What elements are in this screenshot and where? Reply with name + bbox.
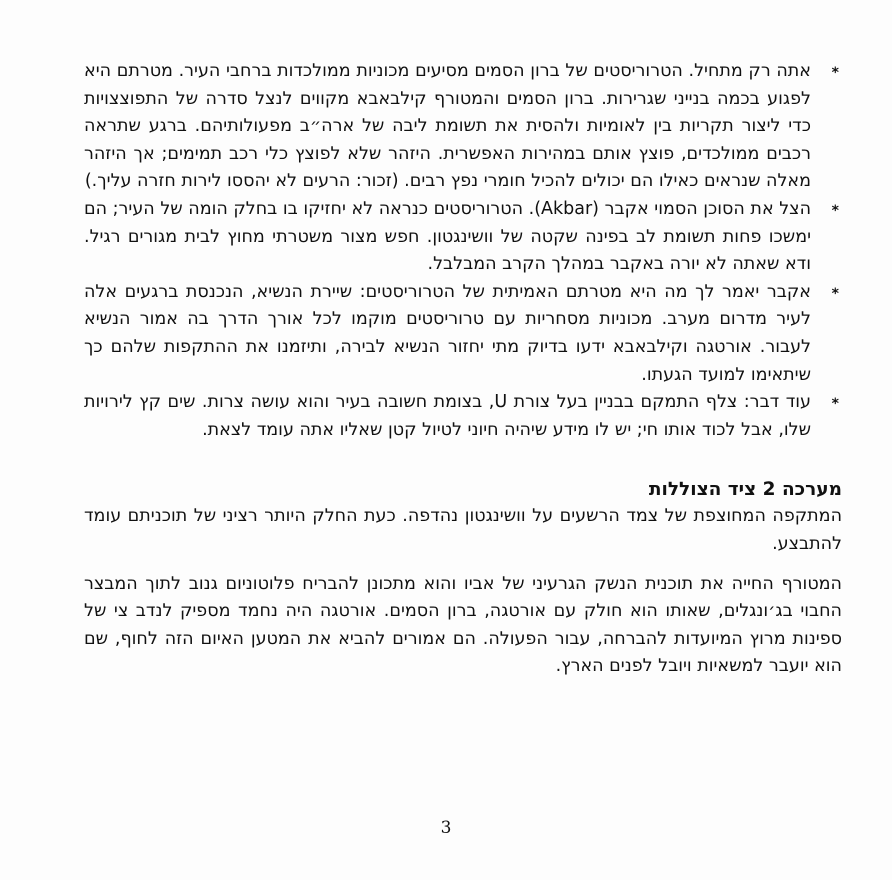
bullet-item [84, 389, 842, 444]
bullet-item [84, 196, 842, 279]
page-number: 3 [440, 818, 452, 838]
section-title: מערכה 2 ציד הצוללות [648, 479, 842, 501]
asterisk-icon: * [831, 65, 839, 81]
asterisk-icon: * [831, 285, 839, 302]
bullet-item [84, 279, 842, 389]
bullet-text: הצל את הסוכן הסמוי אקבר (Akbar). הטרוריסטים כנראה לא יחזיקו בו בחלק הומה של העיר; הם ימשכו פחות תשומת לב בפינה שקטה של וושינגטון. חפש מצור משטרתי מחוץ לבית מגורים רגיל. ודא שאתה לא יורה באקבר במהלך הקרב המבלבל. [84, 198, 811, 275]
bullet-text: אתה רק מתחיל. הטרוריסטים של ברון הסמים מסיעים מכוניות ממולכדות ברחבי העיר. מטרתם היא לפגוע בכמה בנייני שגרירות. ברון הסמים והמטורף קילבאבא מקווים לנצל סדרה של התפוצצויות כדי ליצור תקריות בין לאומיות ולהסית את תשומת ליבה של ארה״ב מפעולותיהם. ברגע שתראה רכבים ממולכדים, פוצץ אותם במהירות האפשרית. היזהר שלא לפוצץ כלי רכב תמימים; אך היזהר מאלה שנראים כאילו הם יכולים להכיל חומרי נפץ רבים. (זכור: הרעים לא יהססו לירות חזרה עליך.) [84, 61, 811, 192]
body-paragraph: המטורף החייה את תוכנית הנשק הגרעיני של אביו והוא מתכונן להבריח פלוטוניום גנוב לתוך המבצר החבוי בג׳ונגלים, שאותו הוא חולק עם אורטגה, ברון הסמים. אורטגה היה נחמד מספיק לנדב צי של ספינות מרוץ המיועדות להברחה, עבור הפעולה. הם אמורים להביא את המטען האיום הזה לחוף, שם הוא יועבר למשאיות ויובל לפנים הארץ. [84, 573, 842, 677]
asterisk-icon: * [831, 202, 839, 219]
page-content [84, 58, 842, 681]
asterisk-icon: * [831, 396, 839, 413]
bullet-text: אקבר יאמר לך מה היא מטרתם האמיתית של הטרוריסטים: שיירת הנשיא, הנכנסת ברגעים אלה לעיר מדרום מערב. מכוניות מסחריות עם טרוריסטים מוקמו לכל אורך הדרך בה אמור הנשיא לעבור. אורטגה וקילבאבא ידעו בדיוק מתי יחזור הנשיא לבירה, ותיזמנו את ההתקפות שלהם כך שיתאימו למועד הגעתו. [84, 281, 811, 385]
bullet-text: עוד דבר: צלף התמקם בבניין בעל צורת U, בצומת חשובה בעיר והוא עושה צרות. שים קץ לירויות שלו, אבל לכוד אותו חי; יש לו מידע שיהיה חיוני לטיול קטן שאליו אתה עומד לצאת. [84, 392, 811, 440]
bullet-list [84, 58, 842, 444]
body-paragraph: המתקפה המחוצפת של צמד הרשעים על וושינגטון נהדפה. כעת החלק היותר רציני של תוכניתם עומד להתבצע. [84, 506, 842, 554]
bullet-item [84, 58, 842, 196]
